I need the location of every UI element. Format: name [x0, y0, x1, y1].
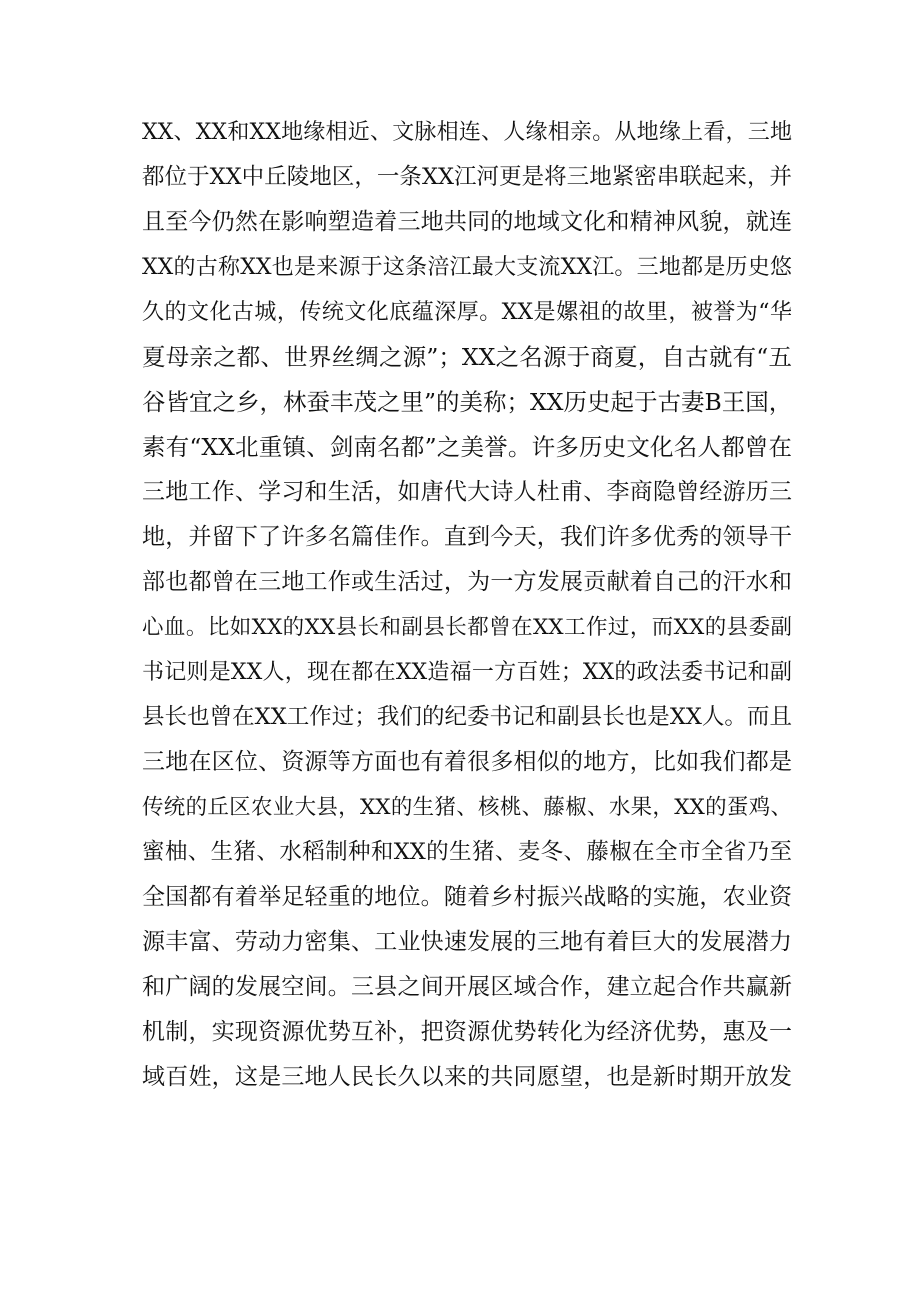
text-line: 域百姓，这是三地人民长久以来的共同愿望，也是新时期开放发	[142, 1064, 792, 1090]
text-line: 心血。比如XX的XX县长和副县长都曾在XX工作过，而XX的县委副	[142, 615, 792, 640]
text-line: 久的文化古城，传统文化底蕴深厚。XX是嫘祖的故里，被誉为“华	[142, 300, 792, 325]
text-line: 且至今仍然在影响塑造着三地共同的地域文化和精神风貌，就连	[142, 209, 792, 235]
text-line: 谷皆宜之乡，林蚕丰茂之里”的美称；XX历史起于古妻B王国，	[142, 388, 793, 416]
text-line: 机制，实现资源优势互补，把资源优势转化为经济优势，惠及一	[142, 1019, 792, 1045]
text-line: XX、XX和XX地缘相近、文脉相连、人缘相亲。从地缘上看，三地	[142, 120, 792, 145]
text-line: 和广阔的发展空间。三县之间开展区域合作，建立起合作共赢新	[142, 974, 792, 1000]
text-line: 夏母亲之都、世界丝绸之源”；XX之名源于商夏，自古就有“五	[142, 343, 792, 371]
text-line: 全国都有着举足轻重的地位。随着乡村振兴战略的实施，农业资	[142, 884, 792, 910]
text-line: 三地工作、学习和生活，如唐代大诗人杜甫、李商隐曾经游历三	[142, 479, 792, 505]
document-body	[142, 110, 792, 1100]
text-line: 蜜柚、生猪、水稻制种和XX的生猪、麦冬、藤椒在全市全省乃至	[142, 839, 792, 865]
text-line: 部也都曾在三地工作或生活过，为一方发展贡献着自己的汗水和	[142, 569, 792, 595]
text-line: XX的古称XX也是来源于这条涪江最大支流XX江。三地都是历史悠	[142, 255, 792, 280]
text-line: 素有“XX北重镇、剑南名都”之美誉。许多历史文化名人都曾在	[142, 433, 792, 461]
text-line: 三地在区位、资源等方面也有着很多相似的地方，比如我们都是	[142, 749, 792, 775]
text-line: 传统的丘区农业大县，XX的生猪、核桃、藤椒、水果，XX的蛋鸡、	[142, 795, 792, 820]
text-line: 县长也曾在XX工作过；我们的纪委书记和副县长也是XX人。而且	[142, 704, 792, 730]
text-line: 源丰富、劳动力密集、工业快速发展的三地有着巨大的发展潜力	[142, 929, 792, 955]
text-line: 地，并留下了许多名篇佳作。直到今天，我们许多优秀的领导干	[142, 524, 792, 550]
text-line: 书记则是XX人，现在都在XX造福一方百姓；XX的政法委书记和副	[142, 660, 792, 685]
text-line: 都位于XX中丘陵地区，一条XX江河更是将三地紧密串联起来，并	[142, 164, 792, 190]
